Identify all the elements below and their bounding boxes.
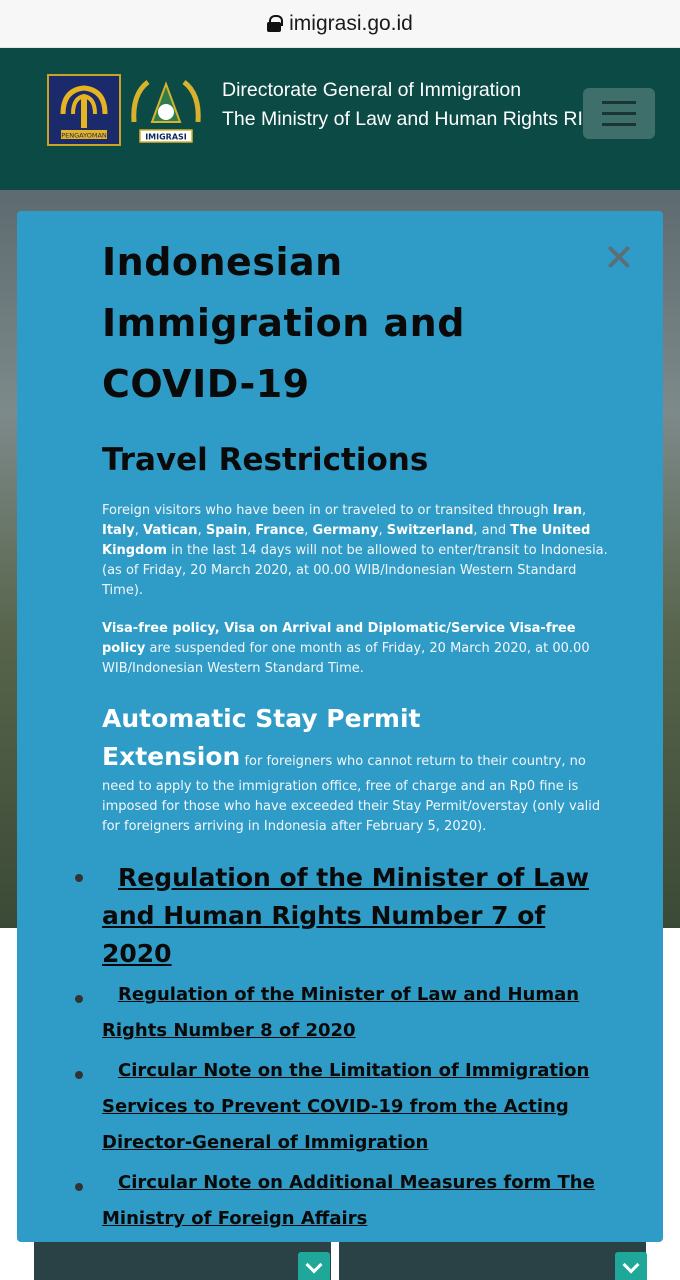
section-title-travel-restrictions: Travel Restrictions	[102, 442, 429, 478]
lock-icon	[267, 15, 281, 32]
logo1-text: PENGAYOMAN	[61, 131, 107, 140]
bullet-icon	[75, 874, 83, 882]
stay-permit-paragraph	[102, 737, 612, 837]
country: Iran	[552, 503, 582, 518]
modal-content	[102, 232, 612, 1237]
bullet-icon	[75, 1183, 83, 1191]
regulation-link-7-2020[interactable]	[102, 859, 612, 973]
regulation-links-list	[102, 859, 612, 1237]
pengayoman-logo[interactable]	[47, 74, 121, 146]
para-text: in the last 14 days will not be allowed to enter/transit to Indonesia. (as of Friday, 20 March 2020, at 00.00 WIB/Indonesian Western Standard Time).	[102, 543, 608, 598]
list-item	[102, 1053, 612, 1161]
site-title-line2: The Ministry of Law and Human Rights RI	[222, 108, 583, 130]
modal-title-line: Immigration and	[102, 301, 465, 345]
logo2-text: IMIGRASI	[145, 132, 187, 142]
imigrasi-logo[interactable]	[126, 72, 206, 148]
url-text: imigrasi.go.id	[289, 11, 413, 35]
para-text: are suspended for one month as of Friday, 20 March 2020, at 00.00 WIB/Indonesian Western Standard Time.	[102, 641, 590, 676]
hamburger-icon-bar	[602, 123, 636, 126]
country: Italy	[102, 523, 135, 538]
modal-title	[102, 232, 612, 415]
country: Spain	[205, 523, 247, 538]
list-item	[102, 1165, 612, 1237]
para-text: Foreign visitors who have been in or traveled to or transited through	[102, 503, 553, 518]
bullet-icon	[75, 1071, 83, 1079]
hamburger-icon-bar	[602, 112, 636, 115]
travel-restriction-paragraph: Foreign visitors who have been in or traveled to or transited through Iran, Italy, Vatican, Spain, France, Germany, Switzerland, and The United Kingdom in the last 14 days will not be allowed to enter/transit to Indonesia. (as of Friday, 20 March 2020, at 00.00 WIB/Indonesian Western Standard Time).	[102, 503, 608, 598]
chevron-down-icon[interactable]	[615, 1252, 647, 1280]
list-item	[102, 977, 612, 1049]
site-title-line1: Directorate General of Immigration	[222, 79, 522, 101]
regulation-link-8-2020[interactable]	[102, 977, 612, 1049]
circular-note-foreign-affairs-link[interactable]	[102, 1165, 612, 1237]
browser-url-bar[interactable]	[0, 0, 680, 48]
url-display[interactable]	[267, 12, 413, 36]
link-text: Circular Note on the Limitation of Immigration Services to Prevent COVID-19 from the Acting Director-General of Immigration	[102, 1060, 590, 1153]
list-item	[102, 859, 612, 973]
visa-policy-paragraph	[102, 619, 612, 679]
country: France	[255, 523, 305, 538]
stay-permit-title: Automatic Stay Permit	[102, 704, 421, 733]
circular-note-immigration-link[interactable]	[102, 1053, 612, 1161]
country: Vatican	[143, 523, 198, 538]
bullet-icon	[75, 995, 83, 1003]
stay-permit-text: for foreigners who cannot return to their country, no need to apply to the immigration office, free of charge and an Rp0 fine is imposed for those who have exceeded their Stay Permit/overstay (only valid for foreigners arriving in Indonesia after February 5, 2020).	[102, 754, 601, 834]
link-text: Regulation of the Minister of Law and Human Rights Number 8 of 2020	[102, 984, 580, 1041]
country: The United Kingdom	[102, 523, 591, 558]
para-text: , and	[473, 523, 511, 538]
link-text: Circular Note on Additional Measures form The Ministry of Foreign Affairs	[102, 1172, 595, 1229]
link-text: Regulation of the Minister of Law and Human Rights Number 7 of 2020	[102, 863, 589, 968]
site-header	[0, 48, 680, 190]
service-card[interactable]	[339, 1236, 646, 1280]
modal-title-line: COVID-19	[102, 362, 310, 406]
visa-policy-bold: Visa-free policy, Visa on Arrival and Diplomatic/Service Visa-free policy	[102, 621, 576, 656]
stay-permit-title-extension: Extension	[102, 742, 241, 771]
country: Switzerland	[386, 523, 474, 538]
country: Germany	[312, 523, 379, 538]
hamburger-icon	[602, 101, 636, 104]
site-title[interactable]	[222, 76, 583, 134]
service-card[interactable]	[34, 1236, 331, 1280]
hamburger-menu-button[interactable]	[583, 88, 655, 139]
modal-title-line: Indonesian	[102, 240, 343, 284]
chevron-down-icon[interactable]	[298, 1252, 330, 1280]
